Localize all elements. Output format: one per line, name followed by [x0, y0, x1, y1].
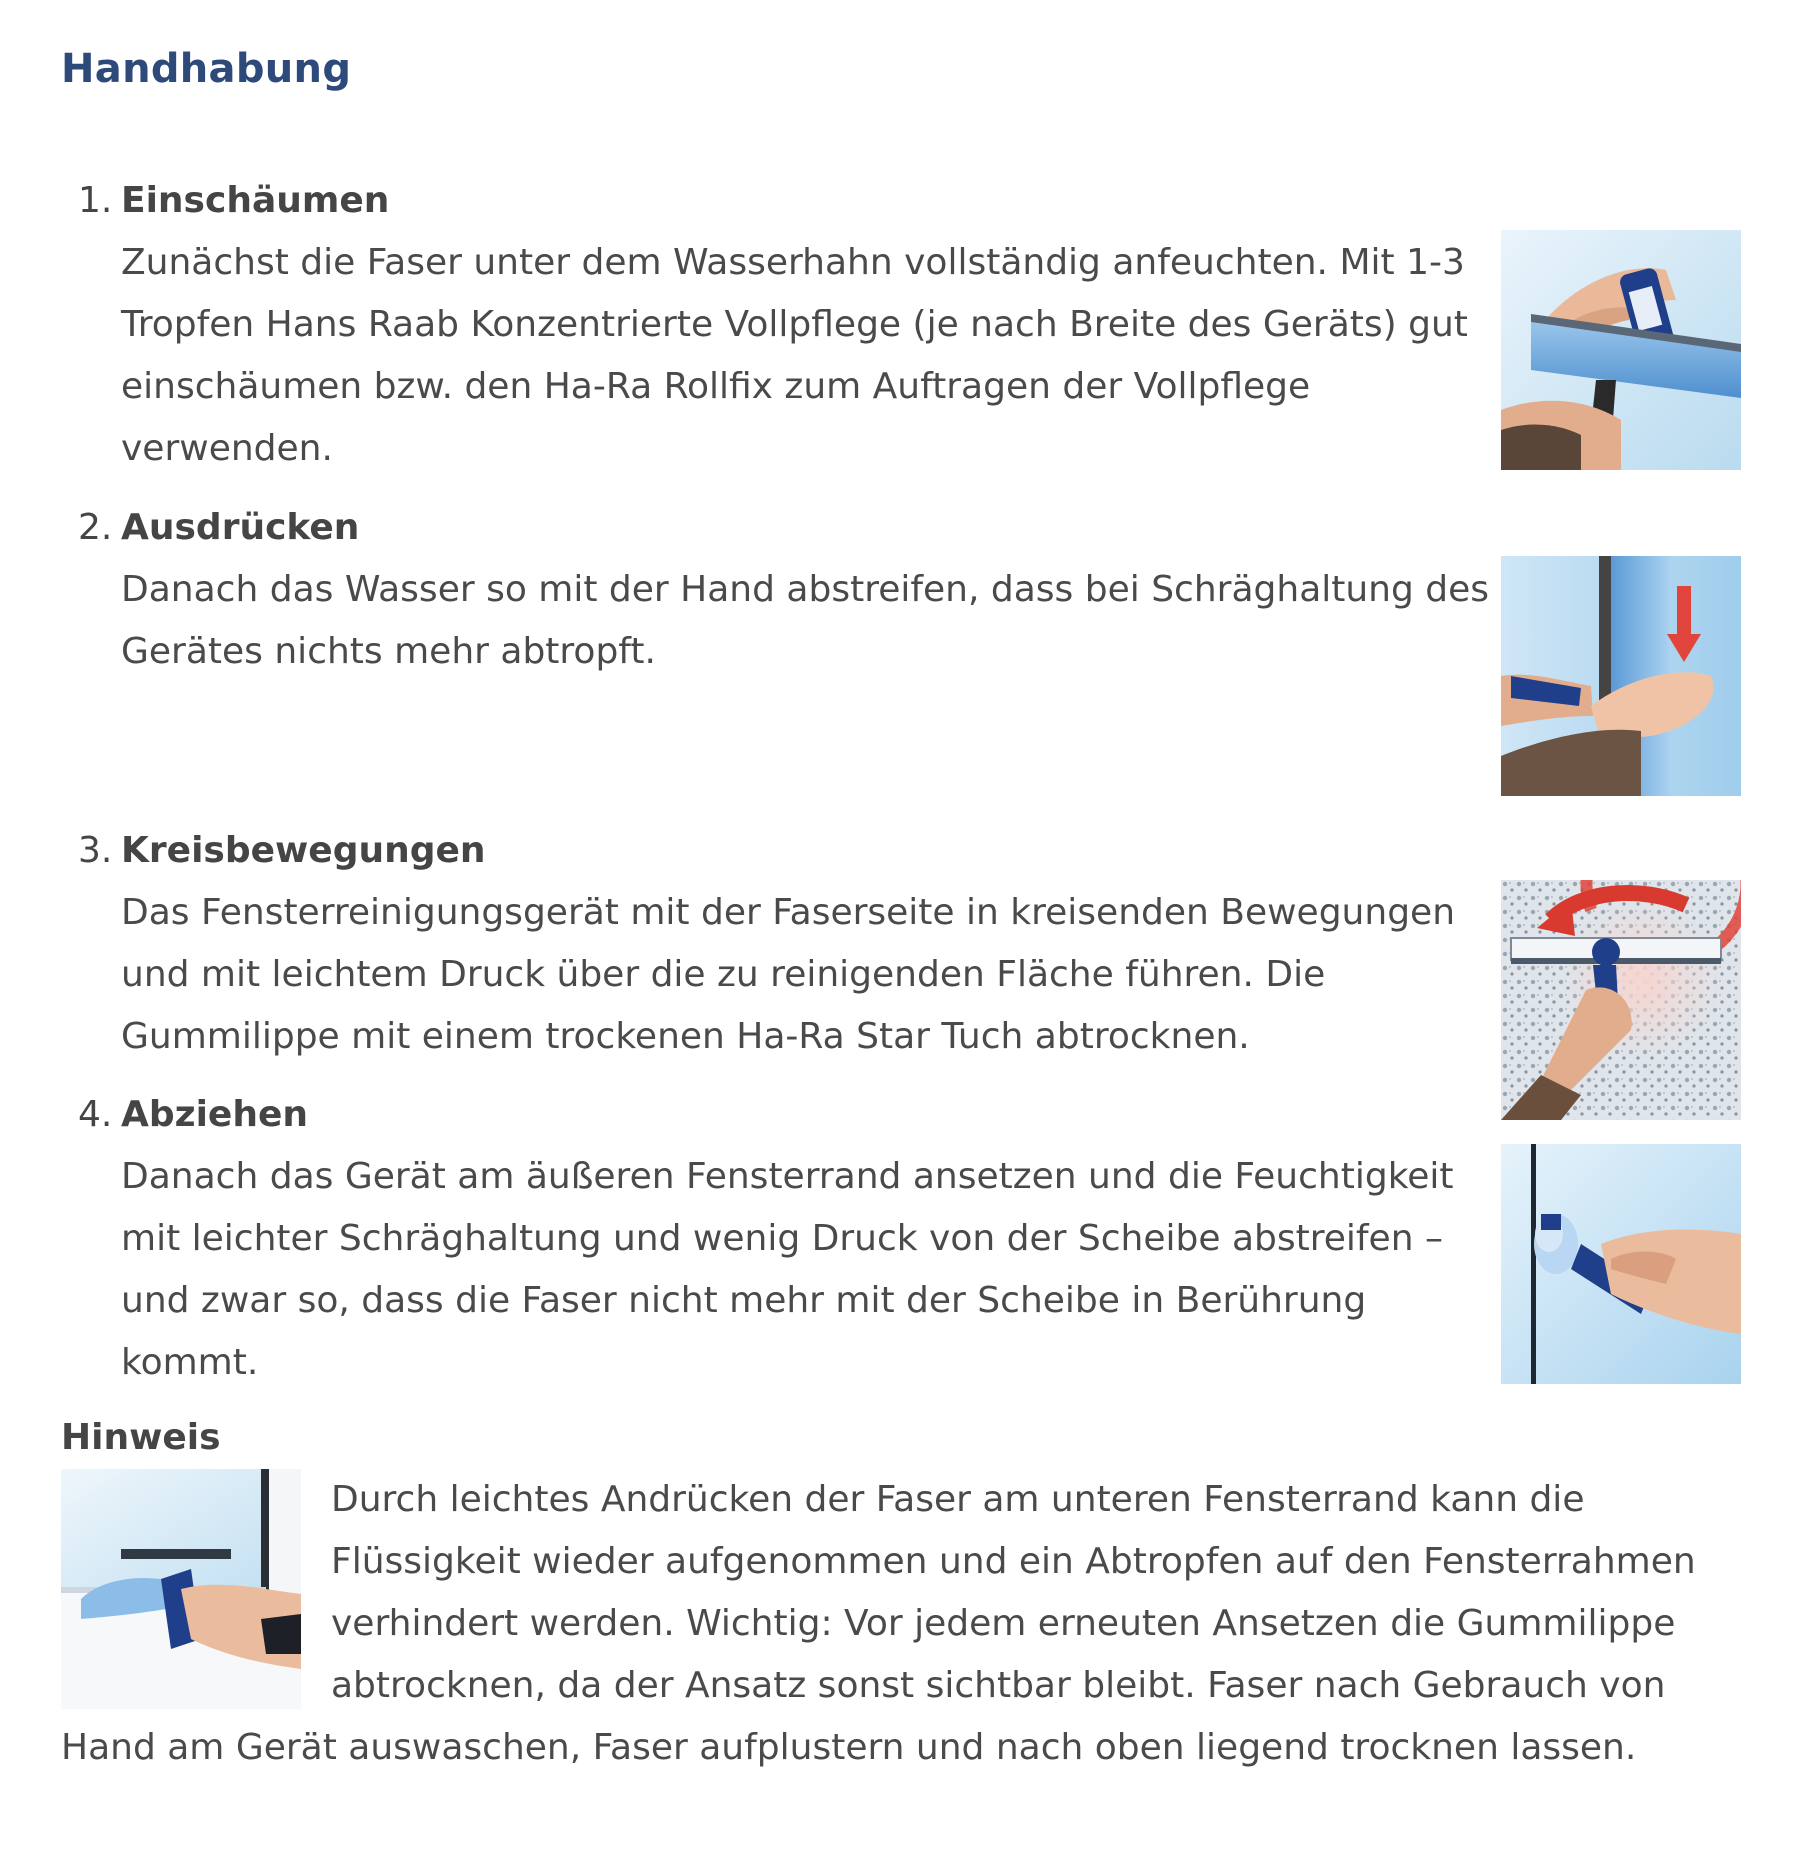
circular-wipe-photo: [1501, 880, 1741, 1120]
step-text: Danach das Gerät am äußeren Fensterrand ansetzen und die Feuchtigkeit mit leichter Schräghaltung und wenig Druck von der Scheibe abstreifen – und zwar so, dass die Faser nicht mehr mit der Scheibe in Berührung kommt.: [121, 1156, 1454, 1383]
bottle-pour-photo: [1501, 230, 1741, 470]
page-title: Handhabung: [61, 46, 352, 92]
step-number: 3.: [78, 830, 113, 871]
step-number: 4.: [78, 1094, 113, 1135]
step-text: Zunächst die Faser unter dem Wasserhahn vollständig anfeuchten. Mit 1-3 Tropfen Hans Raab Konzentrierte Vollpflege (je nach Breite des Geräts) gut einschäumen bzw. den Ha-Ra Rollfix zum Auftragen der Vollpflege verwenden.: [121, 242, 1468, 469]
step-text: Das Fensterreinigungsgerät mit der Faserseite in kreisenden Bewegungen und mit leichtem Druck über die zu reinigenden Fläche führen. Die Gummilippe mit einem trockenen Ha-Ra Star Tuch abtrocknen.: [121, 892, 1456, 1057]
squeeze-fiber-photo: [1501, 556, 1741, 796]
step-heading: Abziehen: [121, 1094, 309, 1135]
step-heading: Ausdrücken: [121, 507, 360, 548]
step-heading: Kreisbewegungen: [121, 830, 486, 871]
step-number: 1.: [78, 180, 113, 221]
step-number: 2.: [78, 507, 113, 548]
note-text: [61, 1469, 1741, 1779]
squeegee-edge-photo: [1501, 1144, 1741, 1384]
note-title: Hinweis: [61, 1417, 221, 1458]
note-body: Durch leichtes Andrücken der Faser am unteren Fensterrand kann die Flüssigkeit wieder aufgenommen und ein Abtropfen auf den Fensterrahmen verhindert werden. Wichtig: Vor jedem erneuten Ansetzen die Gummilippe abtrocknen, da der Ansatz sonst sichtbar bleibt. Faser nach Gebrauch von Hand am Gerät auswaschen, Faser aufplustern und nach oben liegend trocknen lassen.: [61, 1479, 1696, 1768]
step-text: Danach das Wasser so mit der Hand abstreifen, dass bei Schräghaltung des Gerätes nichts mehr abtropft.: [121, 569, 1490, 672]
step-heading: Einschäumen: [121, 180, 390, 221]
